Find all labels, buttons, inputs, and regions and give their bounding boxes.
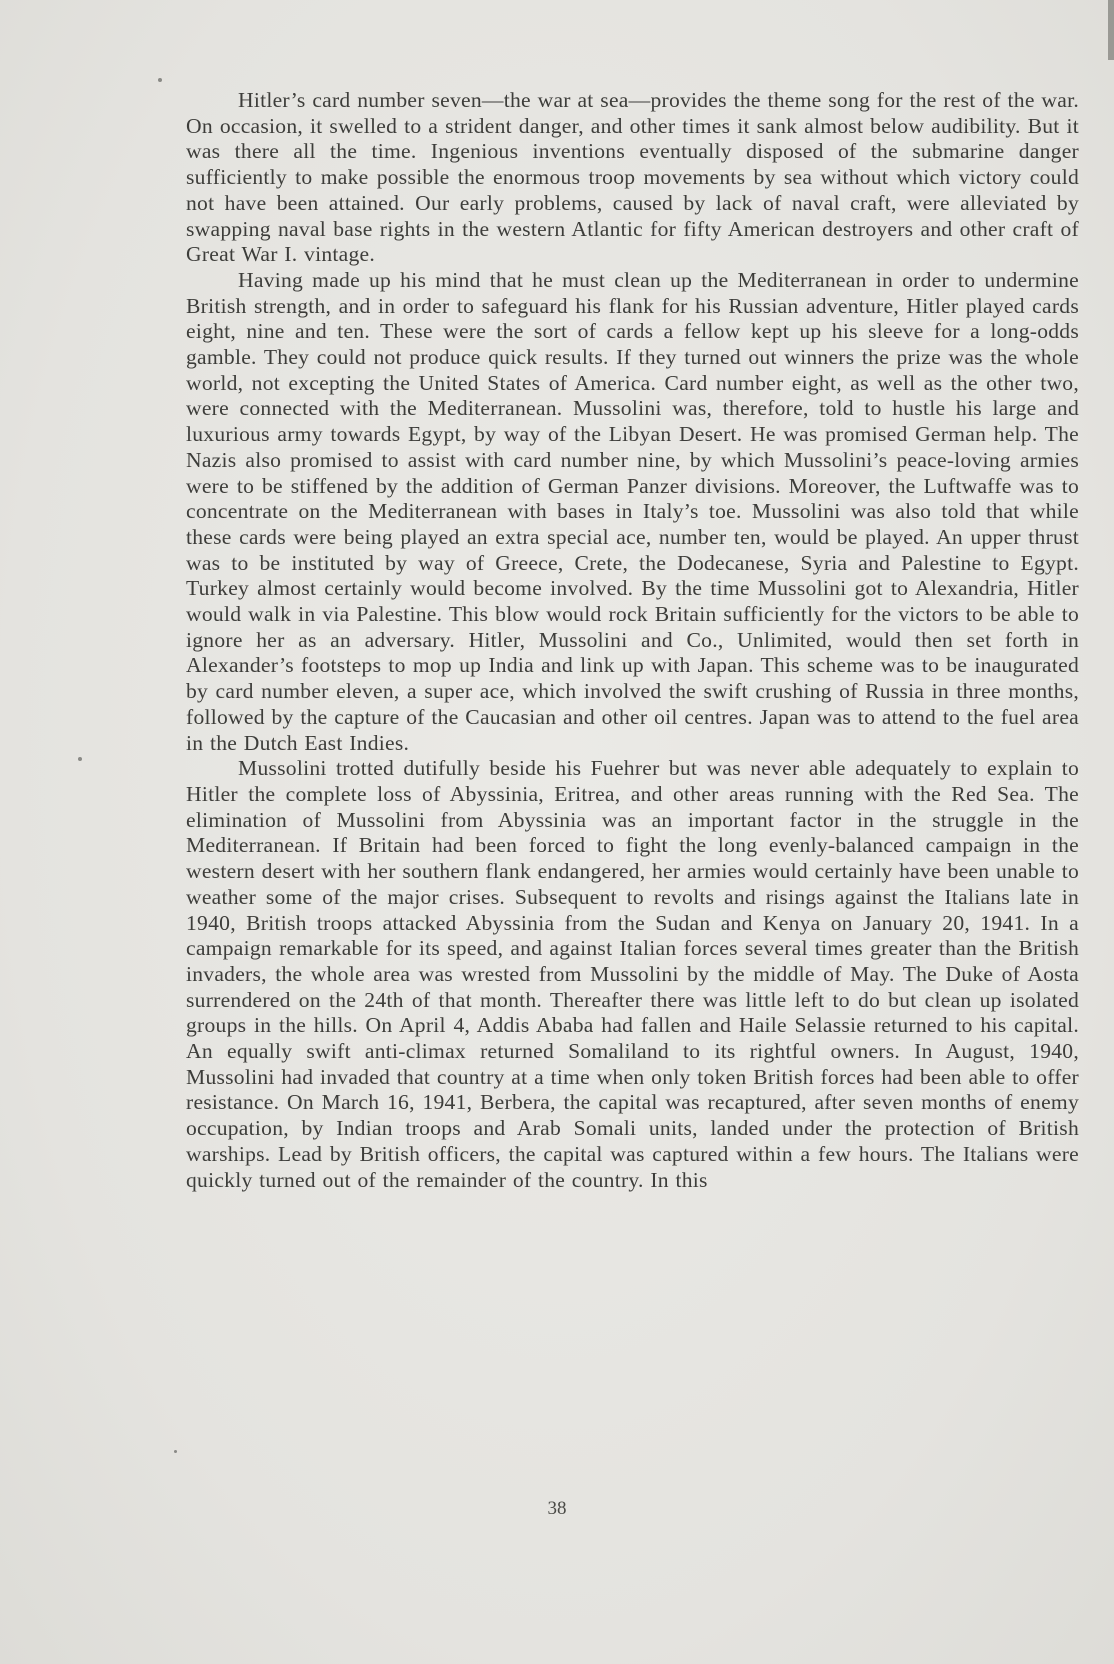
- paragraph-war-at-sea: Hitler’s card number seven—the war at sea—provides the theme song for the rest of the war. On occasion, it swelled to a strident danger, and other times it sank almost below audibility. But it was there all the time. Ingenious inventions eventually disposed of the submarine danger sufficiently to make possible the enormous troop movements by sea without which victory could not have been attained. Our early problems, caused by lack of naval craft, were alleviated by swapping naval base rights in the western Atlantic for fifty American destroyers and other craft of Great War I. vintage.: [186, 88, 1079, 267]
- paragraph-mediterranean-cards: Having made up his mind that he must clean up the Mediterranean in order to undermine British strength, and in order to safeguard his flank for his Russian adventure, Hitler played cards eight, nine and ten. These were the sort of cards a fellow kept up his sleeve for a long-odds gamble. They could not produce quick results. If they turned out winners the prize was the whole world, not excepting the United States of America. Card number eight, as well as the other two, were connected with the Mediterranean. Mussolini was, therefore, told to hustle his large and luxurious army towards Egypt, by way of the Libyan Desert. He was promised German help. The Nazis also promised to assist with card number nine, by which Mussolini’s peace-loving armies were to be stiffened by the addition of German Panzer divisions. Moreover, the Luftwaffe was to concentrate on the Mediterranean with bases in Italy’s toe. Mussolini was also told that while these cards were being played an extra special ace, number ten, would be played. An upper thrust was to be instituted by way of Greece, Crete, the Dodecanese, Syria and Palestine to Egypt. Turkey almost certainly would become involved. By the time Mussolini got to Alexandria, Hitler would walk in via Palestine. This blow would rock Britain sufficiently for the victors to be able to ignore her as an adversary. Hitler, Mussolini and Co., Unlimited, would then set forth in Alexander’s footsteps to mop up India and link up with Japan. This scheme was to be inaugurated by card number eleven, a super ace, which involved the swift crushing of Russia in three months, followed by the capture of the Caucasian and other oil centres. Japan was to attend to the fuel area in the Dutch East Indies.: [186, 267, 1079, 755]
- body-text: [186, 88, 1079, 1193]
- paper-speck: [78, 757, 82, 761]
- paragraph-abyssinia-campaign: Mussolini trotted dutifully beside his Fuehrer but was never able adequately to explain to Hitler the complete loss of Abyssinia, Eritrea, and other areas running with the Red Sea. The elimination of Mussolini from Abyssinia was an important factor in the struggle in the Mediterranean. If Britain had been forced to fight the long evenly-balanced campaign in the western desert with her southern flank endangered, her armies would certainly have been unable to weather some of the major crises. Subsequent to revolts and risings against the Italians late in 1940, British troops attacked Abyssinia from the Sudan and Kenya on January 20, 1941. In a campaign remarkable for its speed, and against Italian forces several times greater than the British invaders, the whole area was wrested from Mussolini by the middle of May. The Duke of Aosta surrendered on the 24th of that month. Thereafter there was little left to do but clean up isolated groups in the hills. On April 4, Addis Ababa had fallen and Haile Selassie returned to his capital. An equally swift anti-climax returned Somaliland to its rightful owners. In August, 1940, Mussolini had invaded that country at a time when only token British forces had been able to offer resistance. On March 16, 1941, Berbera, the capital was recaptured, after seven months of enemy occupation, by Indian troops and Arab Somali units, landed under the protection of British warships. Lead by British officers, the capital was captured within a few hours. The Italians were quickly turned out of the remainder of the country. In this: [186, 756, 1079, 1192]
- paper-speck: [158, 78, 162, 82]
- page-edge-mark: [1108, 0, 1114, 60]
- page-number: 38: [547, 1498, 567, 1519]
- paper-speck: [174, 1450, 177, 1453]
